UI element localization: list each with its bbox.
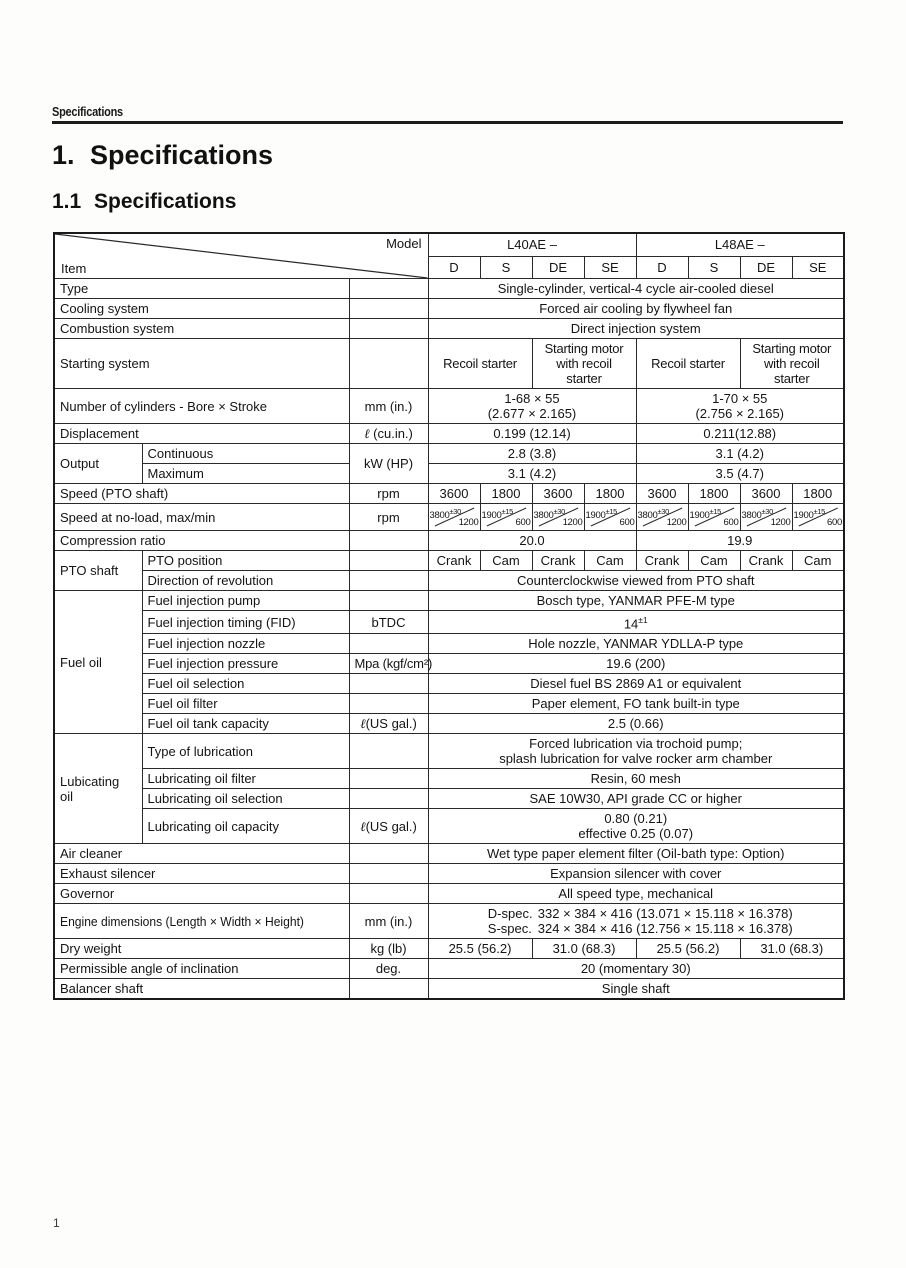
row-value-no-load-2 [532,504,584,531]
row-label-fuel-oil-filter: Fuel oil filter [142,694,349,714]
row-value-compression-ratio-l48: 19.9 [636,531,844,551]
row-unit-governor [349,884,428,904]
lube-capacity-line1: 0.80 (0.21) [604,811,668,827]
no-load-max-1 [482,504,514,523]
row-value-speed-pto-5: 1800 [688,484,740,504]
lubrication-line1: Forced lubrication via trochoid pump; [529,736,743,752]
row-label-fuel-oil-selection: Fuel oil selection [142,674,349,694]
row-unit-displacement [349,424,428,444]
row-label-engine-dimensions [54,904,349,939]
row-value-no-load-4 [636,504,688,531]
table-row [54,979,844,1000]
row-label-lubricating-oil-filter: Lubricating oil filter [142,769,349,789]
row-value-type: Single-cylinder, vertical-4 cycle air-cooled diesel [428,279,844,299]
no-load-tol-4: ±30 [657,507,669,516]
row-label-type: Type [54,279,349,299]
group-label-output: Output [54,444,142,484]
no-load-min-5: 600 [723,517,739,528]
row-label-pto-position: PTO position [142,551,349,571]
row-value-speed-pto-0: 3600 [428,484,480,504]
row-value-pto-position-5: Cam [688,551,740,571]
table-row [54,654,844,674]
table-row [54,714,844,734]
no-load-max-value-3: 1900 [585,510,606,522]
row-unit-engine-dimensions: mm (in.) [349,904,428,939]
row-value-lubricating-oil-filter: Resin, 60 mesh [428,769,844,789]
lubrication-line2: splash lubrication for valve rocker arm chamber [499,751,773,767]
group-label-fuel-oil: Fuel oil [54,591,142,734]
table-row [54,571,844,591]
table-row [54,484,844,504]
no-load-min-2: 1200 [562,517,583,528]
model-group-l40ae: L40AE – [428,233,636,256]
table-row [54,904,844,939]
row-label-combustion-system: Combustion system [54,319,349,339]
no-load-max-3 [586,504,618,523]
cylinders-l40-line2: (2.677 × 2.165) [487,406,577,421]
s-spec-value: 324 × 384 × 416 (12.756 × 15.118 × 16.378) [537,921,793,937]
no-load-max-5 [690,504,722,523]
row-unit-type [349,279,428,299]
row-value-no-load-6 [740,504,792,531]
variant-l48-de: DE [740,256,792,278]
row-unit-fuel-injection-nozzle [349,634,428,654]
row-value-starting-system-l40-recoil: Recoil starter [428,339,532,389]
row-unit-inclination: deg. [349,959,428,979]
row-label-air-cleaner: Air cleaner [54,844,349,864]
row-unit-pto-position [349,551,428,571]
variant-l40-se: SE [584,256,636,278]
row-value-speed-pto-4: 3600 [636,484,688,504]
row-value-no-load-5 [688,504,740,531]
table-row [54,844,844,864]
d-spec-value: 332 × 384 × 416 (13.071 × 15.118 × 16.378) [537,906,793,922]
variant-l40-de: DE [532,256,584,278]
row-label-output-continuous: Continuous [142,444,349,464]
row-unit-fuel-oil-tank-capacity [349,714,428,734]
row-unit-type-of-lubrication [349,734,428,769]
row-value-dry-weight-0: 25.5 (56.2) [428,939,532,959]
no-load-max-0 [430,504,462,523]
lube-capacity-unit-rest: (US gal.) [365,818,417,834]
row-label-starting-system: Starting system [54,339,349,389]
row-unit-fuel-injection-pump [349,591,428,611]
table-row [54,884,844,904]
row-value-displacement-l40: 0.199 (12.14) [428,424,636,444]
no-load-tol-2: ±30 [553,507,565,516]
row-value-pto-direction: Counterclockwise viewed from PTO shaft [428,571,844,591]
row-unit-combustion-system [349,319,428,339]
row-value-air-cleaner: Wet type paper element filter (Oil-bath type: Option) [428,844,844,864]
row-value-starting-system-l40-motor: Starting motor with recoil starter [532,339,636,389]
engine-dimensions-s-spec [443,921,839,936]
no-load-max-value-7: 1900 [793,510,814,522]
row-value-no-load-3 [584,504,636,531]
row-unit-cylinders-bore-stroke: mm (in.) [349,389,428,424]
row-unit-fuel-oil-filter [349,694,428,714]
no-load-max-6 [742,504,774,523]
row-value-no-load-7 [792,504,844,531]
row-value-fuel-oil-tank-capacity: 2.5 (0.66) [428,714,844,734]
table-row [54,551,844,571]
row-unit-cooling-system [349,299,428,319]
no-load-tol-3: ±15 [605,507,617,516]
group-label-lubricating-oil [54,734,142,844]
model-group-l48ae: L48AE – [636,233,844,256]
row-unit-fuel-injection-pressure: Mpa (kgf/cm²) [349,654,428,674]
no-load-max-value-4: 3800 [637,510,658,522]
no-load-max-2 [534,504,566,523]
variant-l48-s: S [688,256,740,278]
table-row [54,864,844,884]
row-value-output-continuous-l40: 2.8 (3.8) [428,444,636,464]
row-label-speed-pto: Speed (PTO shaft) [54,484,349,504]
row-value-no-load-1 [480,504,532,531]
group-label-pto-shaft: PTO shaft [54,551,142,591]
no-load-tol-6: ±30 [761,507,773,516]
corner-header-cell [54,233,428,279]
row-value-governor: All speed type, mechanical [428,884,844,904]
variant-l40-s: S [480,256,532,278]
displacement-unit-rest: (cu.in.) [369,426,413,441]
item-label: Item [61,261,87,276]
no-load-min-1: 600 [515,517,531,528]
s-spec-key: S-spec. [487,921,532,937]
page-number: 1 [53,1216,60,1230]
no-load-tol-7: ±15 [813,507,825,516]
lubricating-oil-label-line1: Lubicating [60,773,120,789]
model-label: Model [386,236,422,251]
no-load-max-7 [794,504,826,523]
row-unit-speed-pto: rpm [349,484,428,504]
row-unit-lubricating-oil-capacity [349,809,428,844]
row-value-fuel-oil-selection: Diesel fuel BS 2869 A1 or equivalent [428,674,844,694]
variant-l40-d: D [428,256,480,278]
table-row [54,444,844,464]
row-value-lubricating-oil-selection: SAE 10W30, API grade CC or higher [428,789,844,809]
fid-tolerance: ±1 [638,615,648,625]
table-row [54,504,844,531]
row-label-exhaust-silencer: Exhaust silencer [54,864,349,884]
no-load-min-7: 600 [827,517,842,528]
variant-l48-se: SE [792,256,844,278]
d-spec-key: D-spec. [487,906,533,922]
table-row [54,694,844,714]
row-value-compression-ratio-l40: 20.0 [428,531,636,551]
row-value-pto-position-1: Cam [480,551,532,571]
table-row [54,674,844,694]
row-value-combustion-system: Direct injection system [428,319,844,339]
diagonal-divider-icon [55,234,428,278]
page-title [52,140,273,171]
row-unit-pto-direction [349,571,428,591]
row-value-speed-pto-2: 3600 [532,484,584,504]
specification-table-wrapper [53,232,843,1000]
table-row [54,611,844,634]
row-label-displacement: Displacement [54,424,349,444]
row-unit-lubricating-oil-filter [349,769,428,789]
row-unit-air-cleaner [349,844,428,864]
row-value-inclination: 20 (momentary 30) [428,959,844,979]
row-value-dry-weight-2: 25.5 (56.2) [636,939,740,959]
header-rule [52,121,843,124]
row-value-speed-pto-3: 1800 [584,484,636,504]
row-unit-starting-system [349,339,428,389]
no-load-max-value-0: 3800 [429,510,450,522]
row-label-cylinders-bore-stroke: Number of cylinders - Bore × Stroke [54,389,349,424]
running-header-text: Specifications [52,105,123,119]
table-row [54,939,844,959]
row-value-dry-weight-1: 31.0 (68.3) [532,939,636,959]
row-value-engine-dimensions [428,904,844,939]
row-value-fuel-injection-pump: Bosch type, YANMAR PFE-M type [428,591,844,611]
row-label-fuel-injection-timing: Fuel injection timing (FID) [142,611,349,634]
row-value-fuel-injection-pressure: 19.6 (200) [428,654,844,674]
variant-l48-d: D [636,256,688,278]
subsection-title [52,190,236,214]
table-row [54,279,844,299]
row-value-pto-position-0: Crank [428,551,480,571]
no-load-max-4 [638,504,670,523]
row-value-output-maximum-l40: 3.1 (4.2) [428,464,636,484]
row-value-cylinders-l40 [428,389,636,424]
no-load-max-value-5: 1900 [689,510,710,522]
row-value-displacement-l48: 0.211(12.88) [636,424,844,444]
no-load-min-6: 1200 [770,517,791,528]
table-row [54,424,844,444]
row-value-type-of-lubrication [428,734,844,769]
row-value-lubricating-oil-capacity [428,809,844,844]
row-label-fuel-oil-tank-capacity: Fuel oil tank capacity [142,714,349,734]
table-row [54,299,844,319]
row-value-starting-system-l48-motor: Starting motor with recoil starter [740,339,844,389]
row-label-type-of-lubrication: Type of lubrication [142,734,349,769]
no-load-min-3: 600 [619,517,635,528]
row-unit-compression-ratio [349,531,428,551]
table-row [54,389,844,424]
cylinders-l48-line1: 1-70 × 55 [712,391,768,406]
row-value-starting-system-l48-recoil: Recoil starter [636,339,740,389]
row-label-lubricating-oil-selection: Lubricating oil selection [142,789,349,809]
row-value-fuel-injection-nozzle: Hole nozzle, YANMAR YDLLA-P type [428,634,844,654]
table-row [54,319,844,339]
row-label-fuel-injection-nozzle: Fuel injection nozzle [142,634,349,654]
table-row [54,339,844,389]
row-value-cooling-system: Forced air cooling by flywheel fan [428,299,844,319]
lube-capacity-line2: effective 0.25 (0.07) [578,826,694,842]
table-row [54,769,844,789]
row-label-governor: Governor [54,884,349,904]
table-row [54,959,844,979]
row-value-output-continuous-l48: 3.1 (4.2) [636,444,844,464]
liter-symbol: ℓ [360,818,366,834]
section-number: 1. [52,140,75,170]
row-value-pto-position-4: Crank [636,551,688,571]
row-value-no-load-0 [428,504,480,531]
row-label-dry-weight: Dry weight [54,939,349,959]
cylinders-l40-line1: 1-68 × 55 [504,391,560,406]
liter-symbol: ℓ [364,426,370,441]
row-unit-fuel-injection-timing: bTDC [349,611,428,634]
section-title: Specifications [90,140,274,170]
specification-table [53,232,845,1000]
row-label-speed-no-load: Speed at no-load, max/min [54,504,349,531]
table-row [54,591,844,611]
row-value-output-maximum-l48: 3.5 (4.7) [636,464,844,484]
table-row [54,634,844,654]
engine-dimensions-d-spec [443,906,839,921]
fid-value: 14 [623,616,639,632]
row-value-cylinders-l48 [636,389,844,424]
table-row [54,464,844,484]
no-load-max-value-6: 3800 [741,510,762,522]
engine-dimensions-label-text: Engine dimensions (Length × Width × Height) [60,913,304,929]
row-value-pto-position-3: Cam [584,551,636,571]
row-value-exhaust-silencer: Expansion silencer with cover [428,864,844,884]
row-unit-output: kW (HP) [349,444,428,484]
row-value-speed-pto-7: 1800 [792,484,844,504]
no-load-tol-5: ±15 [709,507,721,516]
row-label-balancer-shaft: Balancer shaft [54,979,349,1000]
subsection-title-text: Specifications [94,190,237,213]
no-load-tol-1: ±15 [501,507,513,516]
fuel-tank-unit-rest: (US gal.) [365,716,417,732]
running-header [52,106,843,124]
table-row [54,789,844,809]
row-unit-speed-no-load: rpm [349,504,428,531]
row-label-fuel-injection-pressure: Fuel injection pressure [142,654,349,674]
row-label-fuel-injection-pump: Fuel injection pump [142,591,349,611]
row-value-speed-pto-1: 1800 [480,484,532,504]
cylinders-l48-line2: (2.756 × 2.165) [695,406,785,421]
row-value-dry-weight-3: 31.0 (68.3) [740,939,844,959]
subsection-number: 1.1 [52,190,82,213]
row-label-lubricating-oil-capacity: Lubricating oil capacity [142,809,349,844]
row-unit-dry-weight: kg (lb) [349,939,428,959]
no-load-tol-0: ±30 [449,507,461,516]
row-label-compression-ratio: Compression ratio [54,531,349,551]
table-row [54,531,844,551]
row-unit-fuel-oil-selection [349,674,428,694]
row-value-balancer-shaft: Single shaft [428,979,844,1000]
table-row [54,734,844,769]
row-value-speed-pto-6: 3600 [740,484,792,504]
table-header-row-model [54,233,844,256]
no-load-max-value-1: 1900 [481,510,502,522]
row-label-cooling-system: Cooling system [54,299,349,319]
row-label-output-maximum: Maximum [142,464,349,484]
row-value-pto-position-2: Crank [532,551,584,571]
row-unit-exhaust-silencer [349,864,428,884]
row-value-fuel-oil-filter: Paper element, FO tank built-in type [428,694,844,714]
row-value-fuel-injection-timing [428,611,844,634]
row-value-pto-position-7: Cam [792,551,844,571]
table-row [54,809,844,844]
no-load-min-4: 1200 [666,517,687,528]
no-load-max-value-2: 3800 [533,510,554,522]
row-label-inclination: Permissible angle of inclination [54,959,349,979]
row-label-pto-direction: Direction of revolution [142,571,349,591]
row-unit-balancer-shaft [349,979,428,1000]
row-value-pto-position-6: Crank [740,551,792,571]
no-load-min-0: 1200 [458,517,479,528]
row-unit-lubricating-oil-selection [349,789,428,809]
lubricating-oil-label-line2: oil [60,788,74,804]
liter-symbol: ℓ [360,716,366,732]
